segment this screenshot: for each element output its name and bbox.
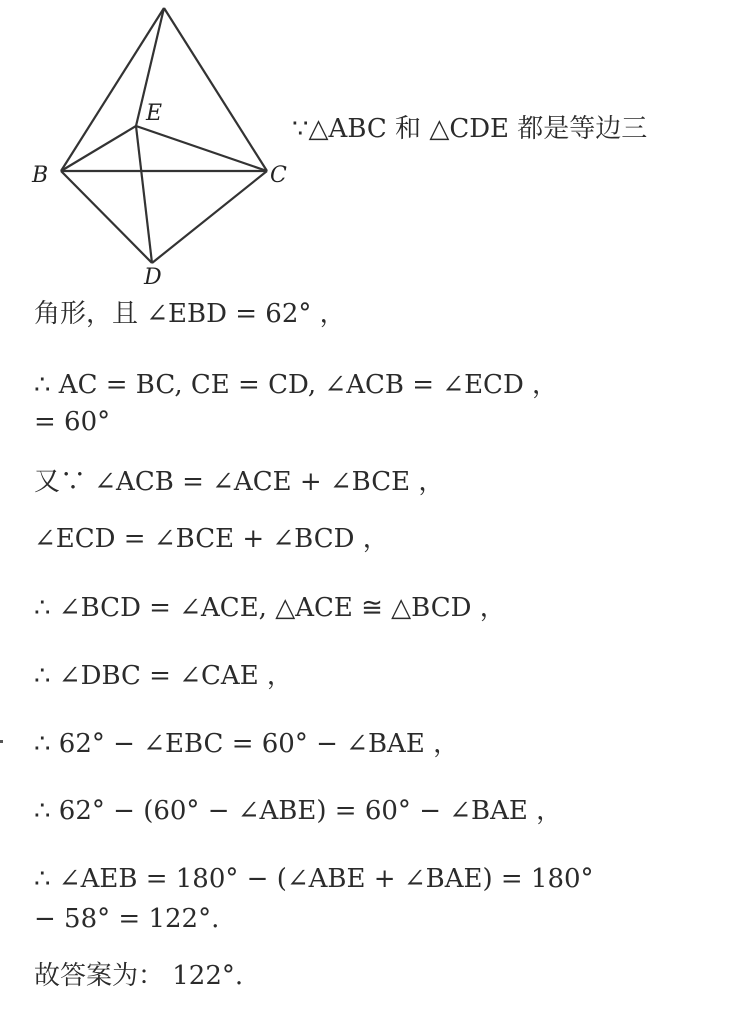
segment-AC bbox=[164, 8, 267, 171]
solution-line-3: ∴ AC = BC, CE = CD, ∠ACB = ∠ECD ， bbox=[34, 370, 559, 400]
solution-line-7: ∴ ∠DBC = ∠CAE ， bbox=[34, 661, 293, 691]
solution-line-5: ∠ECD = ∠BCE + ∠BCD ， bbox=[34, 524, 389, 554]
segment-CD bbox=[152, 171, 267, 263]
final-answer-line: 故答案为： 122°. bbox=[34, 961, 244, 991]
solution-line-1: ∵△ABC 和 △CDE 都是等边三 bbox=[292, 114, 648, 144]
solution-line-9: ∴ 62° − (60° − ∠ABE) = 60° − ∠BAE ， bbox=[34, 796, 563, 826]
segment-BE bbox=[61, 126, 136, 171]
point-label-E: E bbox=[146, 101, 163, 126]
solution-line-10: ∴ ∠AEB = 180° − (∠ABE + ∠BAE) = 180° bbox=[34, 864, 594, 894]
segment-AB bbox=[61, 8, 164, 171]
point-label-C: C bbox=[270, 163, 287, 188]
geometry-figure bbox=[20, 0, 300, 290]
point-label-B: B bbox=[32, 163, 49, 188]
solution-line-10-continued: − 58° = 122°. bbox=[34, 904, 220, 934]
point-label-D: D bbox=[144, 265, 162, 290]
segment-ED bbox=[136, 126, 152, 263]
solution-line-2: 角形，且 ∠EBD = 62° ， bbox=[34, 299, 346, 329]
stray-dot bbox=[0, 740, 3, 743]
solution-line-3-continued: = 60° bbox=[34, 407, 111, 437]
segment-BD bbox=[61, 171, 152, 263]
solution-line-8: ∴ 62° − ∠EBC = 60° − ∠BAE ， bbox=[34, 729, 460, 759]
solution-line-6: ∴ ∠BCD = ∠ACE, △ACE ≅ △BCD ， bbox=[34, 593, 506, 623]
triangle-diagram bbox=[20, 0, 300, 290]
solution-line-4: 又∵ ∠ACB = ∠ACE + ∠BCE ， bbox=[34, 467, 445, 497]
segment-EC bbox=[136, 126, 267, 171]
